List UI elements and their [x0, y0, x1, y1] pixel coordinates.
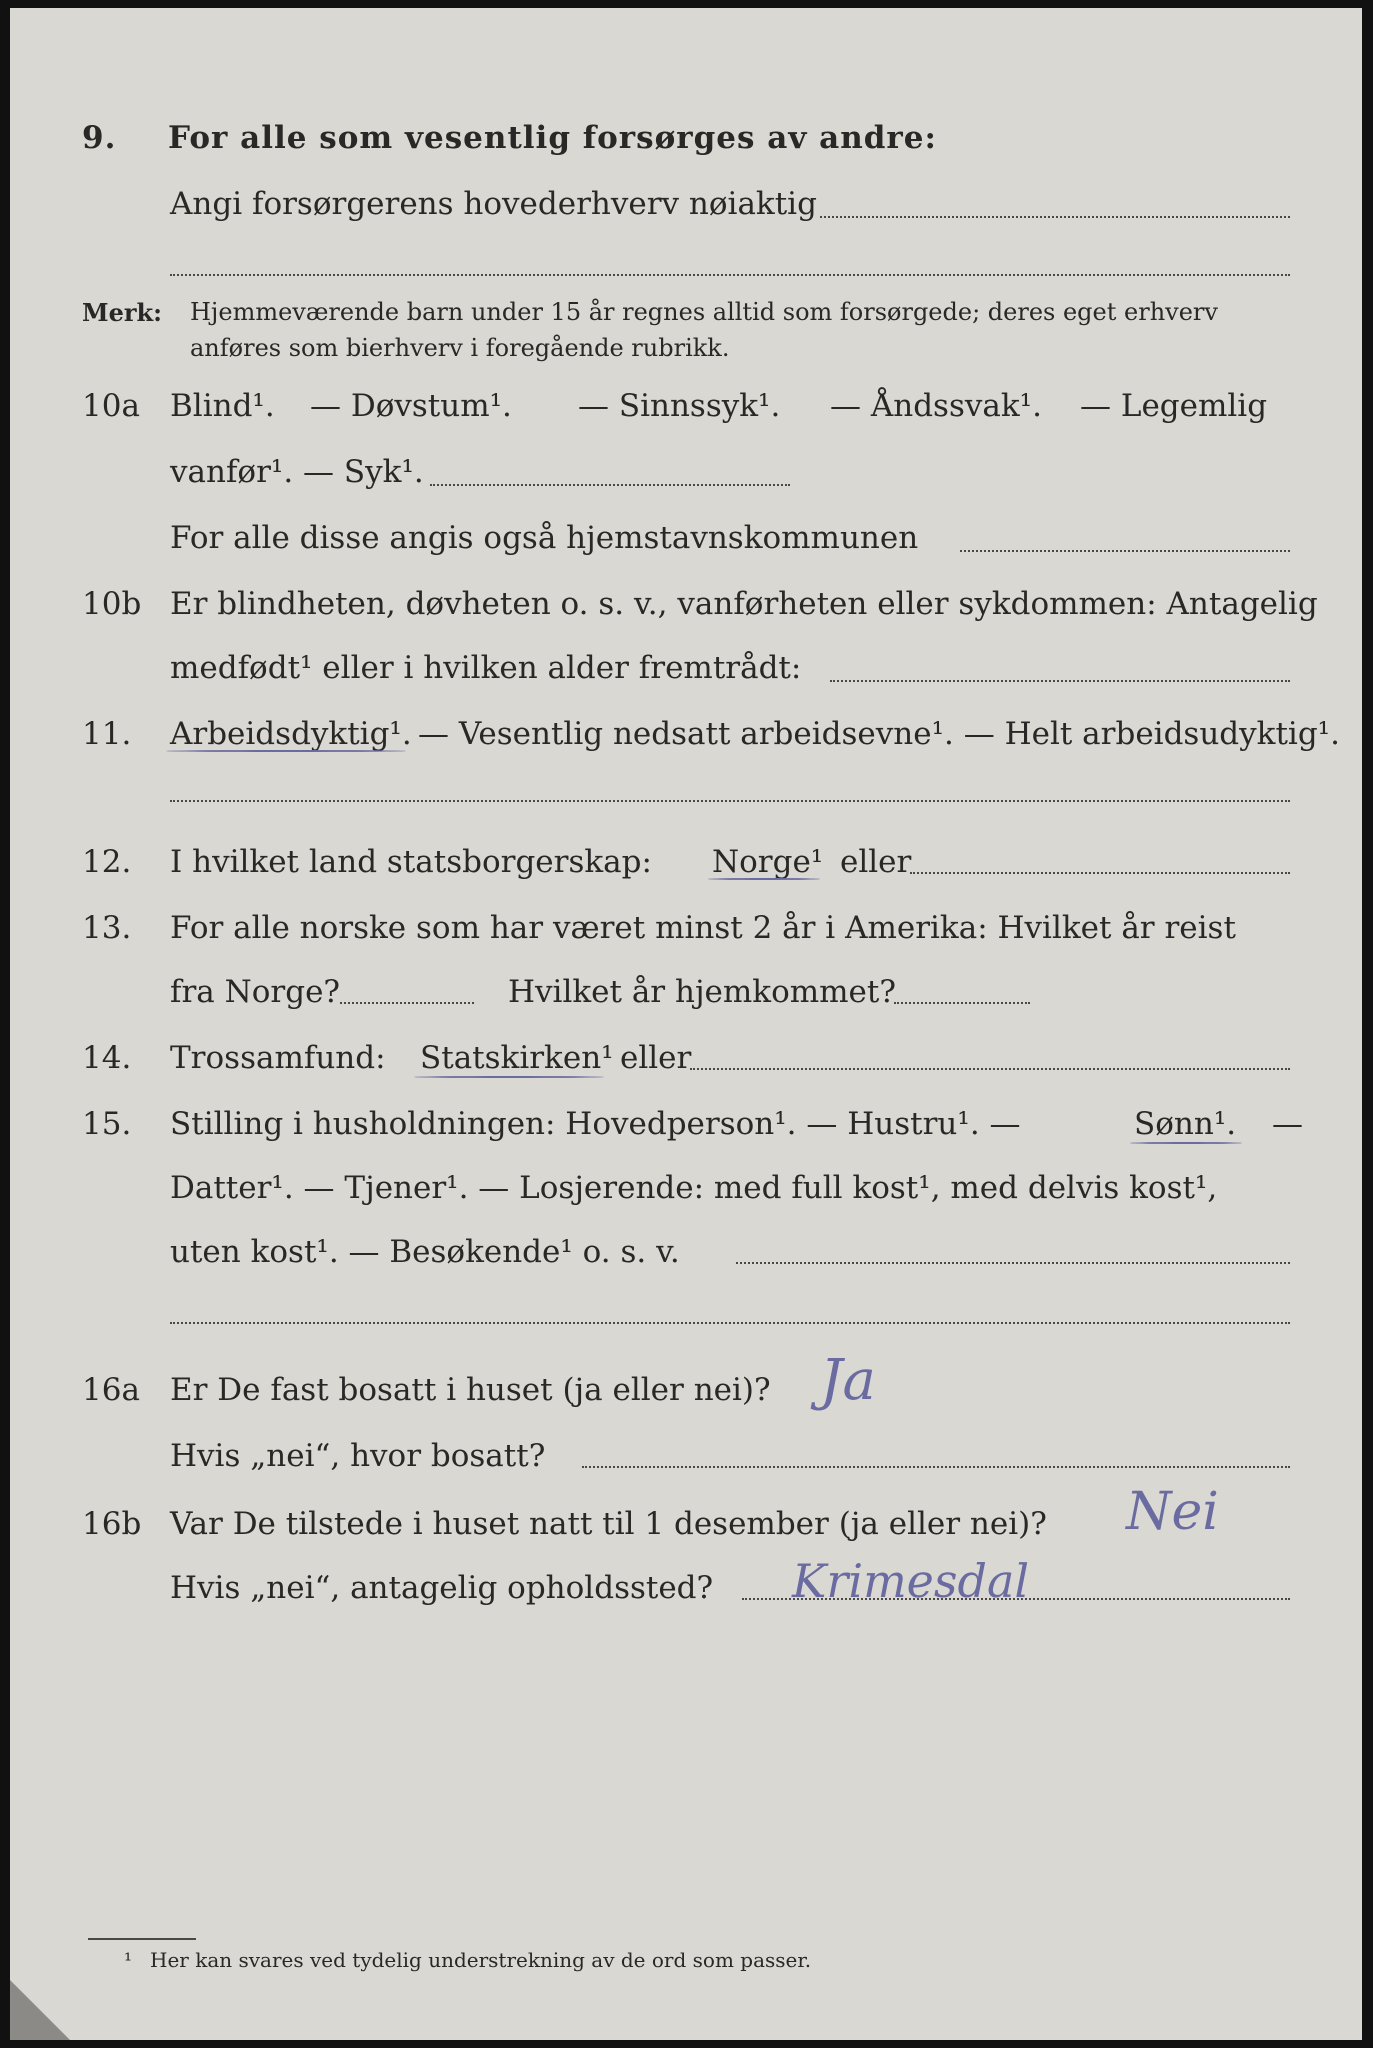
footnote-rule: [88, 1938, 196, 1940]
q13-reist-label: fra Norge?: [170, 974, 341, 1010]
q10a-hjemstavn-field[interactable]: [960, 550, 1290, 552]
census-form-page: [10, 8, 1362, 2040]
q11-number: 11.: [82, 716, 132, 752]
q16b-text-2: Hvis „nei“, antagelig opholdssted?: [170, 1570, 714, 1606]
q10a-number: 10a: [82, 388, 140, 424]
q15-underline-mark: [1130, 1142, 1242, 1144]
q15-stilling-field[interactable]: [736, 1262, 1290, 1264]
q9-number: 9.: [82, 120, 117, 156]
q11-answer-field[interactable]: [170, 800, 1290, 802]
folded-corner: [10, 1980, 70, 2040]
q9-provider-label: Angi forsørgerens hovederhverv nøiaktig: [170, 186, 817, 222]
q11-opt-arbeidsdyktig: Arbeidsdyktig¹.: [170, 716, 412, 752]
q16a-number: 16a: [82, 1372, 140, 1408]
q15-text-1a: Stilling i husholdningen: Hovedperson¹. — Hustru¹. —: [170, 1106, 1021, 1142]
q14-label: Trossamfund:: [170, 1040, 386, 1076]
q10b-number: 10b: [82, 586, 142, 622]
merk-label: Merk:: [82, 298, 162, 327]
q12-eller: eller: [840, 844, 912, 880]
q16b-handwritten-place: Krimesdal: [792, 1554, 1030, 1608]
q10a-hjemstavn-label: For alle disse angis også hjemstavnskommunen: [170, 520, 919, 556]
q16b-text-1: Var De tilstede i huset natt til 1 desember (ja eller nei)?: [170, 1506, 1047, 1542]
q16a-bosatt-field[interactable]: [582, 1466, 1290, 1468]
q9-title: For alle som vesentlig forsørges av andre:: [168, 120, 937, 156]
q9-answer-field-2[interactable]: [170, 274, 1290, 276]
q16a-text-2: Hvis „nei“, hvor bosatt?: [170, 1438, 546, 1474]
q13-number: 13.: [82, 910, 132, 946]
footnote-mark: ¹: [124, 1948, 133, 1972]
q15-text-2: Datter¹. — Tjener¹. — Losjerende: med full kost¹, med delvis kost¹,: [170, 1170, 1218, 1206]
q10a-opt-dovstum: — Døvstum¹.: [310, 388, 512, 424]
q14-eller: eller: [620, 1040, 692, 1076]
footnote-text: Her kan svares ved tydelig understrekning av de ord som passer.: [150, 1948, 812, 1972]
q15-dash: —: [1272, 1106, 1303, 1142]
q16b-handwritten-answer: Nei: [1126, 1482, 1219, 1542]
q12-underline-mark: [708, 878, 820, 880]
q11-underline-mark: [166, 750, 406, 752]
q10a-vanfor-syk: vanfør¹. — Syk¹.: [170, 454, 424, 490]
q10b-text-2: medfødt¹ eller i hvilken alder fremtrådt:: [170, 650, 802, 686]
q11-options-rest: — Vesentlig nedsatt arbeidsevne¹. — Helt arbeidsudyktig¹.: [418, 716, 1340, 752]
q15-opt-sonn: Sønn¹.: [1134, 1106, 1237, 1142]
q12-land-field[interactable]: [910, 872, 1290, 874]
q10a-opt-legemlig: — Legemlig: [1080, 388, 1268, 424]
q15-text-3: uten kost¹. — Besøkende¹ o. s. v.: [170, 1234, 680, 1270]
q13-reist-field[interactable]: [340, 1002, 474, 1004]
q15-number: 15.: [82, 1106, 132, 1142]
q9-answer-field[interactable]: [820, 216, 1290, 218]
q15-stilling-field-2[interactable]: [170, 1322, 1290, 1324]
q16b-opholdssted-field[interactable]: [742, 1598, 1290, 1600]
q10a-opt-blind: Blind¹.: [170, 388, 275, 424]
q12-label: I hvilket land statsborgerskap:: [170, 844, 652, 880]
q13-hjemkommet-field[interactable]: [894, 1002, 1030, 1004]
q16a-handwritten-answer: Ja: [820, 1348, 876, 1413]
merk-text-2: anføres som bierhverv i foregående rubrikk.: [190, 334, 730, 362]
q12-opt-norge: Norge¹: [712, 844, 824, 880]
q16b-number: 16b: [82, 1506, 142, 1542]
q14-opt-statskirken: Statskirken¹: [420, 1040, 614, 1076]
q14-number: 14.: [82, 1040, 132, 1076]
q10b-alder-field[interactable]: [830, 680, 1290, 682]
merk-text-1: Hjemmeværende barn under 15 år regnes alltid som forsørgede; deres eget erhverv: [190, 298, 1218, 326]
q14-trossamfund-field[interactable]: [690, 1068, 1290, 1070]
q13-text-1: For alle norske som har været minst 2 år i Amerika: Hvilket år reist: [170, 910, 1236, 946]
q10a-syk-field[interactable]: [430, 484, 790, 486]
q10a-opt-sinnssyk: — Sinnssyk¹.: [578, 388, 781, 424]
q16a-text-1: Er De fast bosatt i huset (ja eller nei)?: [170, 1372, 771, 1408]
q10b-text-1: Er blindheten, døvheten o. s. v., vanførheten eller sykdommen: Antagelig: [170, 586, 1318, 622]
q14-underline-mark: [414, 1076, 604, 1078]
q12-number: 12.: [82, 844, 132, 880]
q10a-opt-andssvak: — Åndssvak¹.: [830, 388, 1042, 424]
q13-hjemkommet-label: Hvilket år hjemkommet?: [508, 974, 896, 1010]
